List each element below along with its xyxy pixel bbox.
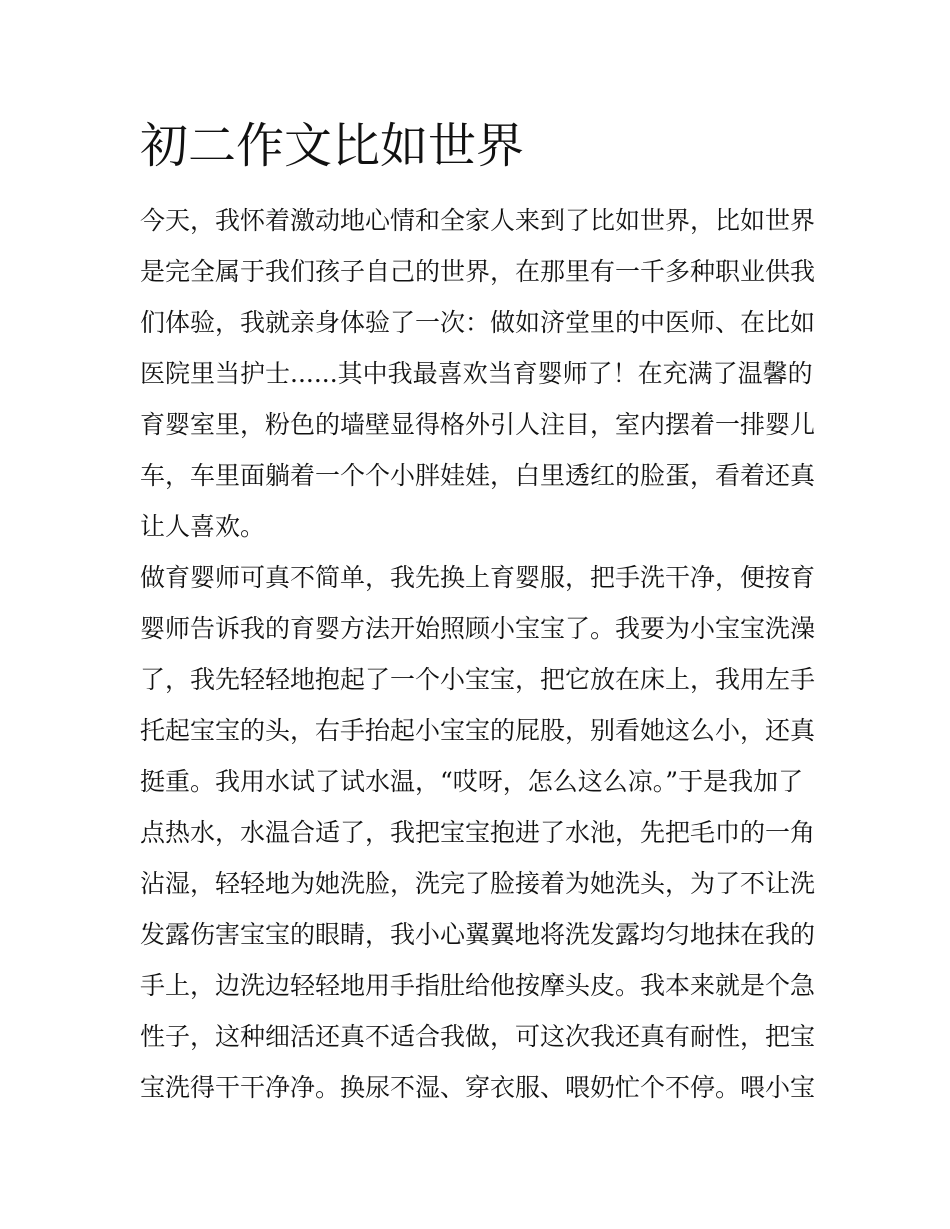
text-line: 育婴室里，粉色的墙壁显得格外引人注目，室内摆着一排婴儿 xyxy=(140,410,816,439)
text-line: 是完全属于我们孩子自己的世界，在那里有一千多种职业供我 xyxy=(140,257,816,286)
text-line: 托起宝宝的头，右手抬起小宝宝的屁股，别看她这么小，还真 xyxy=(140,716,816,745)
text-line: 宝洗得干干净净。换尿不湿、穿衣服、喂奶忙个不停。喂小宝 xyxy=(140,1073,816,1102)
text-line: 做育婴师可真不简单，我先换上育婴服，把手洗干净，便按育 xyxy=(140,563,816,592)
text-line: 医院里当护士......其中我最喜欢当育婴师了！在充满了温馨的 xyxy=(140,359,813,388)
text-line: 让人喜欢。 xyxy=(140,512,266,541)
text-line: 了，我先轻轻地抱起了一个小宝宝，把它放在床上，我用左手 xyxy=(140,665,816,694)
text-line: 发露伤害宝宝的眼睛，我小心翼翼地将洗发露均匀地抹在我的 xyxy=(140,920,816,949)
text-line: 们体验，我就亲身体验了一次：做如济堂里的中医师、在比如 xyxy=(140,308,816,337)
text-line: 点热水，水温合适了，我把宝宝抱进了水池，先把毛巾的一角 xyxy=(140,818,816,847)
text-line: 沾湿，轻轻地为她洗脸，洗完了脸接着为她洗头，为了不让洗 xyxy=(140,869,816,898)
text-line: 婴师告诉我的育婴方法开始照顾小宝宝了。我要为小宝宝洗澡 xyxy=(140,614,816,643)
text-line: 今天，我怀着激动地心情和全家人来到了比如世界，比如世界 xyxy=(140,206,816,235)
text-line: 性子，这种细活还真不适合我做，可这次我还真有耐性，把宝 xyxy=(140,1022,816,1051)
text-line: 车，车里面躺着一个个小胖娃娃，白里透红的脸蛋，看着还真 xyxy=(140,461,816,490)
document-title: 初二作文比如世界 xyxy=(140,118,525,174)
text-line: 手上，边洗边轻轻地用手指肚给他按摩头皮。我本来就是个急 xyxy=(140,971,816,1000)
text-line: 挺重。我用水试了试水温，“哎呀，怎么这么凉。”于是我加了 xyxy=(140,767,804,796)
